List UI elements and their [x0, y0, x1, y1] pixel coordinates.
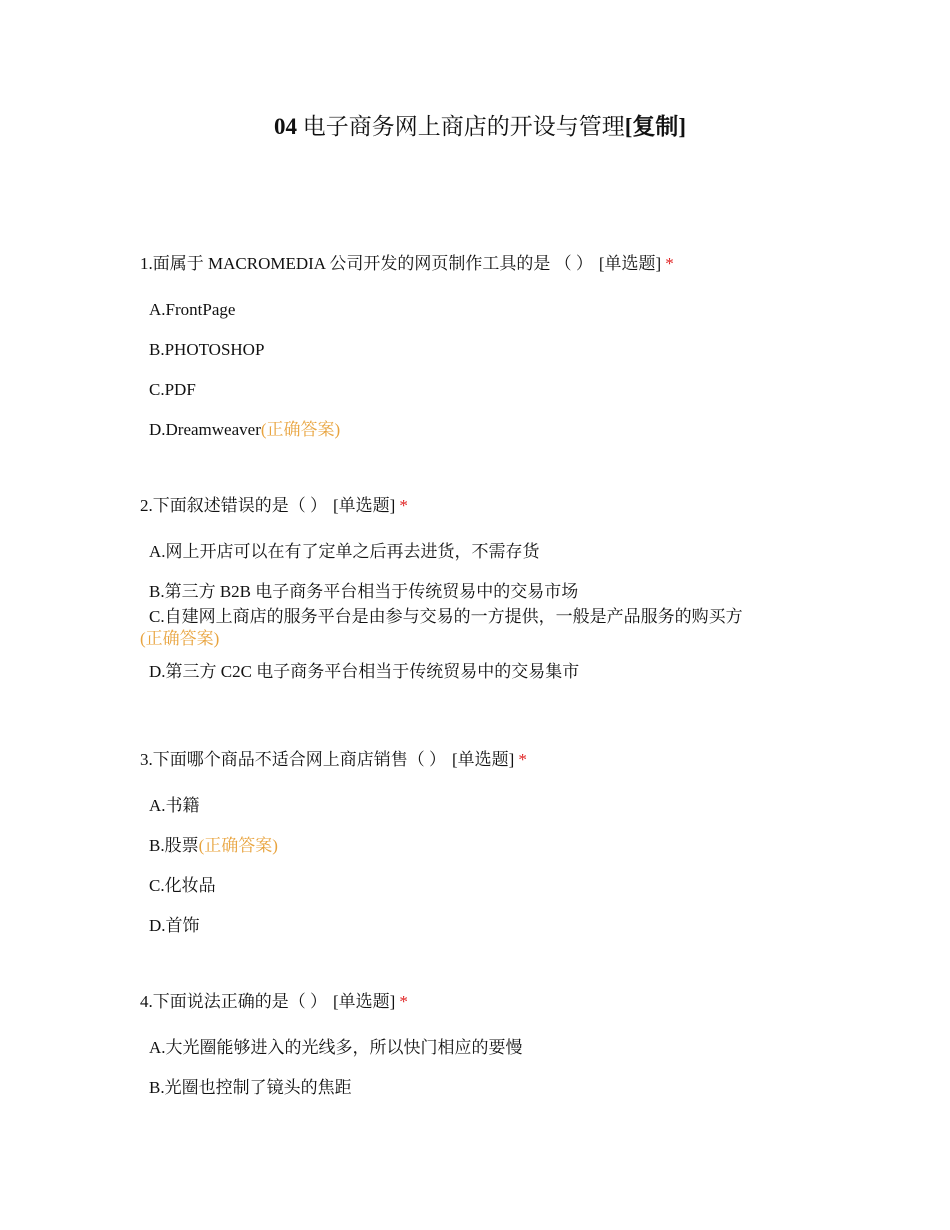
correct-answer-label: (正确答案)	[260, 420, 341, 439]
option-a: A.大光圈能够进入的光线多，所以快门相应的要慢	[149, 1038, 523, 1057]
option-d: D.第三方 C2C 电子商务平台相当于传统贸易中的交易集市	[149, 662, 580, 681]
correct-answer-label: (正确答案)	[140, 629, 220, 648]
question-1	[140, 253, 820, 441]
question-type: [单选题]	[452, 750, 515, 769]
title-number: 04	[273, 114, 297, 139]
question-2	[140, 495, 820, 683]
page-title	[0, 112, 950, 142]
question-type: [单选题]	[333, 496, 396, 515]
option-b: B.光圈也控制了镜头的焦距	[149, 1078, 352, 1097]
question-type: [单选题]	[598, 254, 662, 273]
required-asterisk: *	[518, 750, 527, 769]
option-a: A.书籍	[149, 796, 200, 815]
title-copy-tag: [复制]	[624, 114, 687, 139]
correct-answer-label: (正确答案)	[198, 836, 278, 855]
required-asterisk: *	[399, 496, 408, 515]
option-text: D.Dreamweaver	[149, 420, 261, 439]
option-b: B.第三方 B2B 电子商务平台相当于传统贸易中的交易市场	[149, 582, 579, 601]
option-text: B.股票	[149, 836, 199, 855]
question-stem: 2.下面叙述错误的是（ ）	[140, 496, 327, 515]
option-list	[140, 541, 820, 683]
option-c	[140, 606, 820, 650]
option-list	[149, 299, 820, 441]
option-a: A.网上开店可以在有了定单之后再去进货，不需存货	[149, 542, 540, 561]
option-list	[149, 795, 820, 937]
required-asterisk: *	[665, 254, 674, 273]
option-c: C.化妆品	[149, 876, 216, 895]
question-stem: 4.下面说法正确的是（ ）	[140, 992, 327, 1011]
question-text	[140, 991, 820, 1013]
question-3	[140, 749, 820, 937]
option-d: D.首饰	[149, 916, 200, 935]
option-b: B.PHOTOSHOP	[149, 340, 265, 359]
question-stem: 3.下面哪个商品不适合网上商店销售（ ）	[140, 750, 446, 769]
option-d	[149, 419, 820, 441]
option-text: C.自建网上商店的服务平台是由参与交易的一方提供，一般是产品服务的购买方	[149, 607, 743, 626]
option-list	[149, 1037, 820, 1099]
question-text	[140, 749, 820, 771]
required-asterisk: *	[399, 992, 408, 1011]
question-text	[140, 495, 820, 517]
option-a: A.FrontPage	[149, 300, 236, 319]
question-4	[140, 991, 820, 1099]
option-c: C.PDF	[149, 380, 196, 399]
question-text	[140, 253, 820, 275]
title-text: 电子商务网上商店的开设与管理	[302, 114, 625, 139]
option-b	[149, 835, 820, 857]
question-type: [单选题]	[333, 992, 396, 1011]
question-stem: 1.面属于 MACROMEDIA 公司开发的网页制作工具的是 （ ）	[140, 254, 593, 273]
